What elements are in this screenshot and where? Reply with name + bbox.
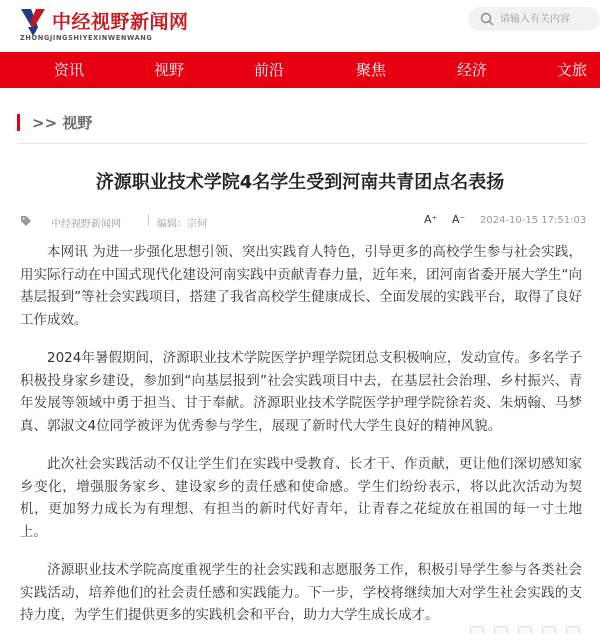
share-icon[interactable]: [566, 626, 580, 634]
section-accent-bar: [17, 114, 20, 131]
share-icon[interactable]: [494, 626, 508, 634]
nav-item-economy[interactable]: 经济: [456, 61, 487, 79]
font-size-increase-button[interactable]: A⁺: [424, 213, 438, 226]
site-header: [0, 0, 600, 52]
logo-title: 中经视野新闻网: [52, 11, 189, 33]
article-meta: [20, 213, 586, 231]
article-paragraph: 此次社会实践活动不仅让学生们在实践中受教育、长才干、作贡献，更让他们深切感知家乡变化，增强服务家乡、建设家乡的责任感和使命感。学生们纷纷表示，将以此次活动为契机，更加努力成长为有理想、有担当的新时代好青年，让青春之花绽放在祖国的每一寸土地上。: [20, 456, 582, 540]
nav-item-culture-tourism[interactable]: 文旅: [556, 61, 587, 79]
article-editor: 编辑：宗何: [157, 219, 207, 230]
nav-item-frontier[interactable]: 前沿: [253, 61, 284, 79]
article-date: 2024-10-15 17:51:03: [480, 215, 587, 226]
search-icon[interactable]: [480, 12, 494, 26]
share-bar: [470, 626, 590, 634]
section-label[interactable]: >> 视野: [32, 114, 93, 132]
logo-subtitle: ZHONGJINGSHIYEXINWENWANG: [20, 34, 153, 42]
article-title: 济源职业技术学院4名学生受到河南共青团点名表扬: [95, 172, 505, 193]
nav-item-vision[interactable]: 视野: [153, 61, 184, 79]
font-size-decrease-button[interactable]: A⁻: [452, 213, 466, 226]
nav-item-focus[interactable]: 聚焦: [355, 61, 386, 79]
share-icon[interactable]: [518, 626, 532, 634]
tag-icon: [20, 215, 32, 227]
article-source: 中经视野新闻网: [51, 219, 121, 230]
meta-divider: [148, 214, 149, 226]
article-paragraph: 本网讯 为进一步强化思想引领、突出实践育人特色，引导更多的高校学生参与社会实践，用实际行动在中国式现代化建设河南实践中贡献青春力量，近年来，团河南省委开展大学生“向基层报到”等社会实践项目，搭建了我省高校学生健康成长、全面发展的实践平台，取得了良好工作成效。: [20, 244, 582, 328]
site-logo[interactable]: [18, 5, 208, 47]
nav-item-news[interactable]: 资讯: [53, 61, 84, 79]
article-paragraph: 2024年暑假期间，济源职业技术学院医学护理学院团总支积极响应，发动宣传。多名学子积极投身家乡建设，参加到“向基层报到”社会实践项目中去，在基层社会治理、乡村振兴、青年发展等领域中勇于担当、甘于奉献。济源职业技术学院医学护理学院徐若炎、朱炳翰、马梦真、郭淑文4位同学被评为优秀参与学生，展现了新时代大学生良好的精神风貌。: [20, 350, 582, 434]
article-paragraph: 济源职业技术学院高度重视学生的社会实践和志愿服务工作，积极引导学生参与各类社会实践活动，培养他们的社会责任感和实践能力。下一步，学校将继续加大对学生社会实践的支持力度，为学生们提供更多的实践机会和平台，助力大学生成长成才。: [20, 562, 582, 623]
main-nav: [0, 52, 600, 88]
section-divider: [17, 143, 587, 144]
article-body: [20, 241, 582, 634]
search-box[interactable]: [468, 7, 600, 31]
search-input[interactable]: [500, 10, 598, 28]
logo-mark-icon: [18, 5, 48, 37]
share-icon[interactable]: [542, 626, 556, 634]
share-icon[interactable]: [470, 626, 484, 634]
